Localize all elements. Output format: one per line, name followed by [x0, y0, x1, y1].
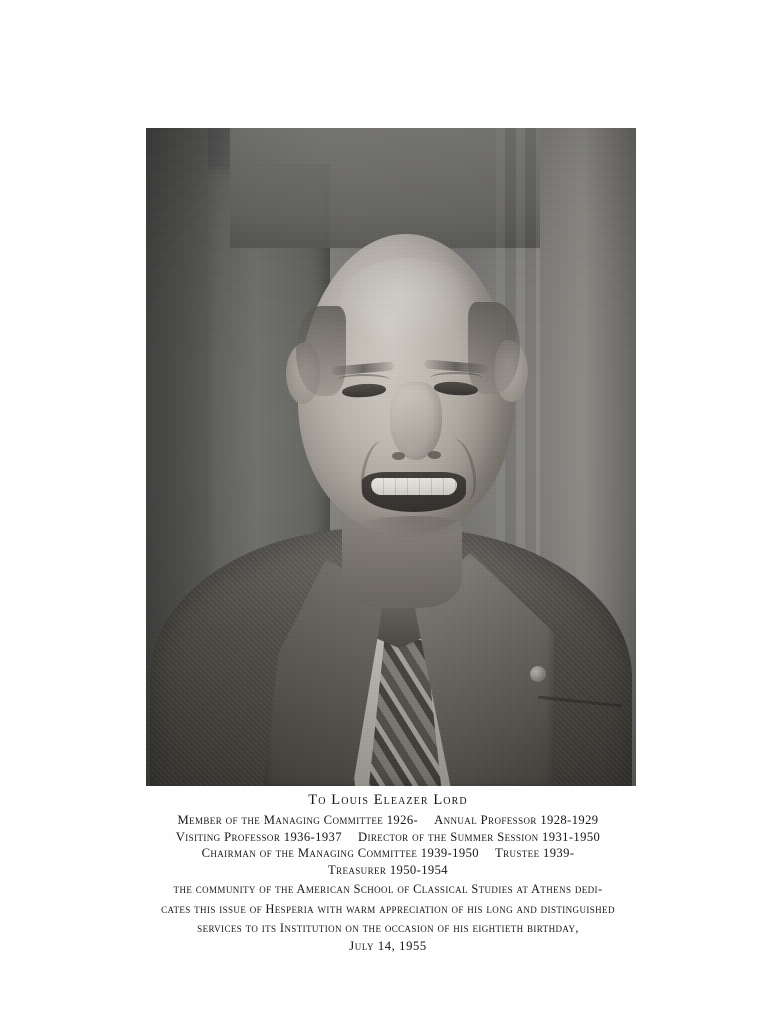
- nostril-left: [392, 452, 405, 460]
- role-line-3-left: Chairman of the Managing Committee 1939-1950: [201, 846, 479, 861]
- nostril-right: [428, 451, 441, 459]
- role-line-3: [96, 845, 680, 862]
- role-line-1-left: Member of the Managing Committee 1926-: [177, 813, 419, 827]
- teeth: [371, 478, 457, 495]
- role-line-4-left: Treasurer 1950-1954: [327, 862, 449, 877]
- forehead-highlight: [340, 258, 476, 344]
- role-line-1: [96, 812, 680, 829]
- dedication-date: July 14, 1955: [349, 938, 427, 953]
- mouth: [362, 472, 466, 512]
- dedication-body-line-3: services to its Institution on the occasion of his eightieth birthday,: [197, 921, 579, 936]
- hair-left: [296, 306, 346, 396]
- role-line-2-left: Visiting Professor 1936-1937: [175, 829, 342, 844]
- portrait-photograph: [146, 128, 636, 786]
- portrait-subject: [146, 128, 636, 786]
- nose: [390, 382, 442, 460]
- dedication-body-line-2: cates this issue of Hesperia with warm appreciation of his long and distinguished: [161, 901, 615, 916]
- role-line-3-right: Trustee 1939-: [494, 846, 575, 861]
- role-line-2: [96, 829, 680, 846]
- dedication-body-line-1: the community of the American School of Classical Studies at Athens dedi-: [173, 882, 603, 897]
- dedication-title: To Louis Eleazer Lord: [308, 792, 468, 808]
- lapel-pin: [530, 666, 546, 682]
- photo-background: [146, 128, 636, 786]
- role-line-4: [96, 862, 680, 879]
- dedication-caption: [96, 792, 680, 954]
- chin-shadow: [358, 516, 470, 538]
- role-line-1-right: Annual Professor 1928-1929: [434, 813, 599, 827]
- role-line-2-right: Director of the Summer Session 1931-1950: [357, 829, 601, 844]
